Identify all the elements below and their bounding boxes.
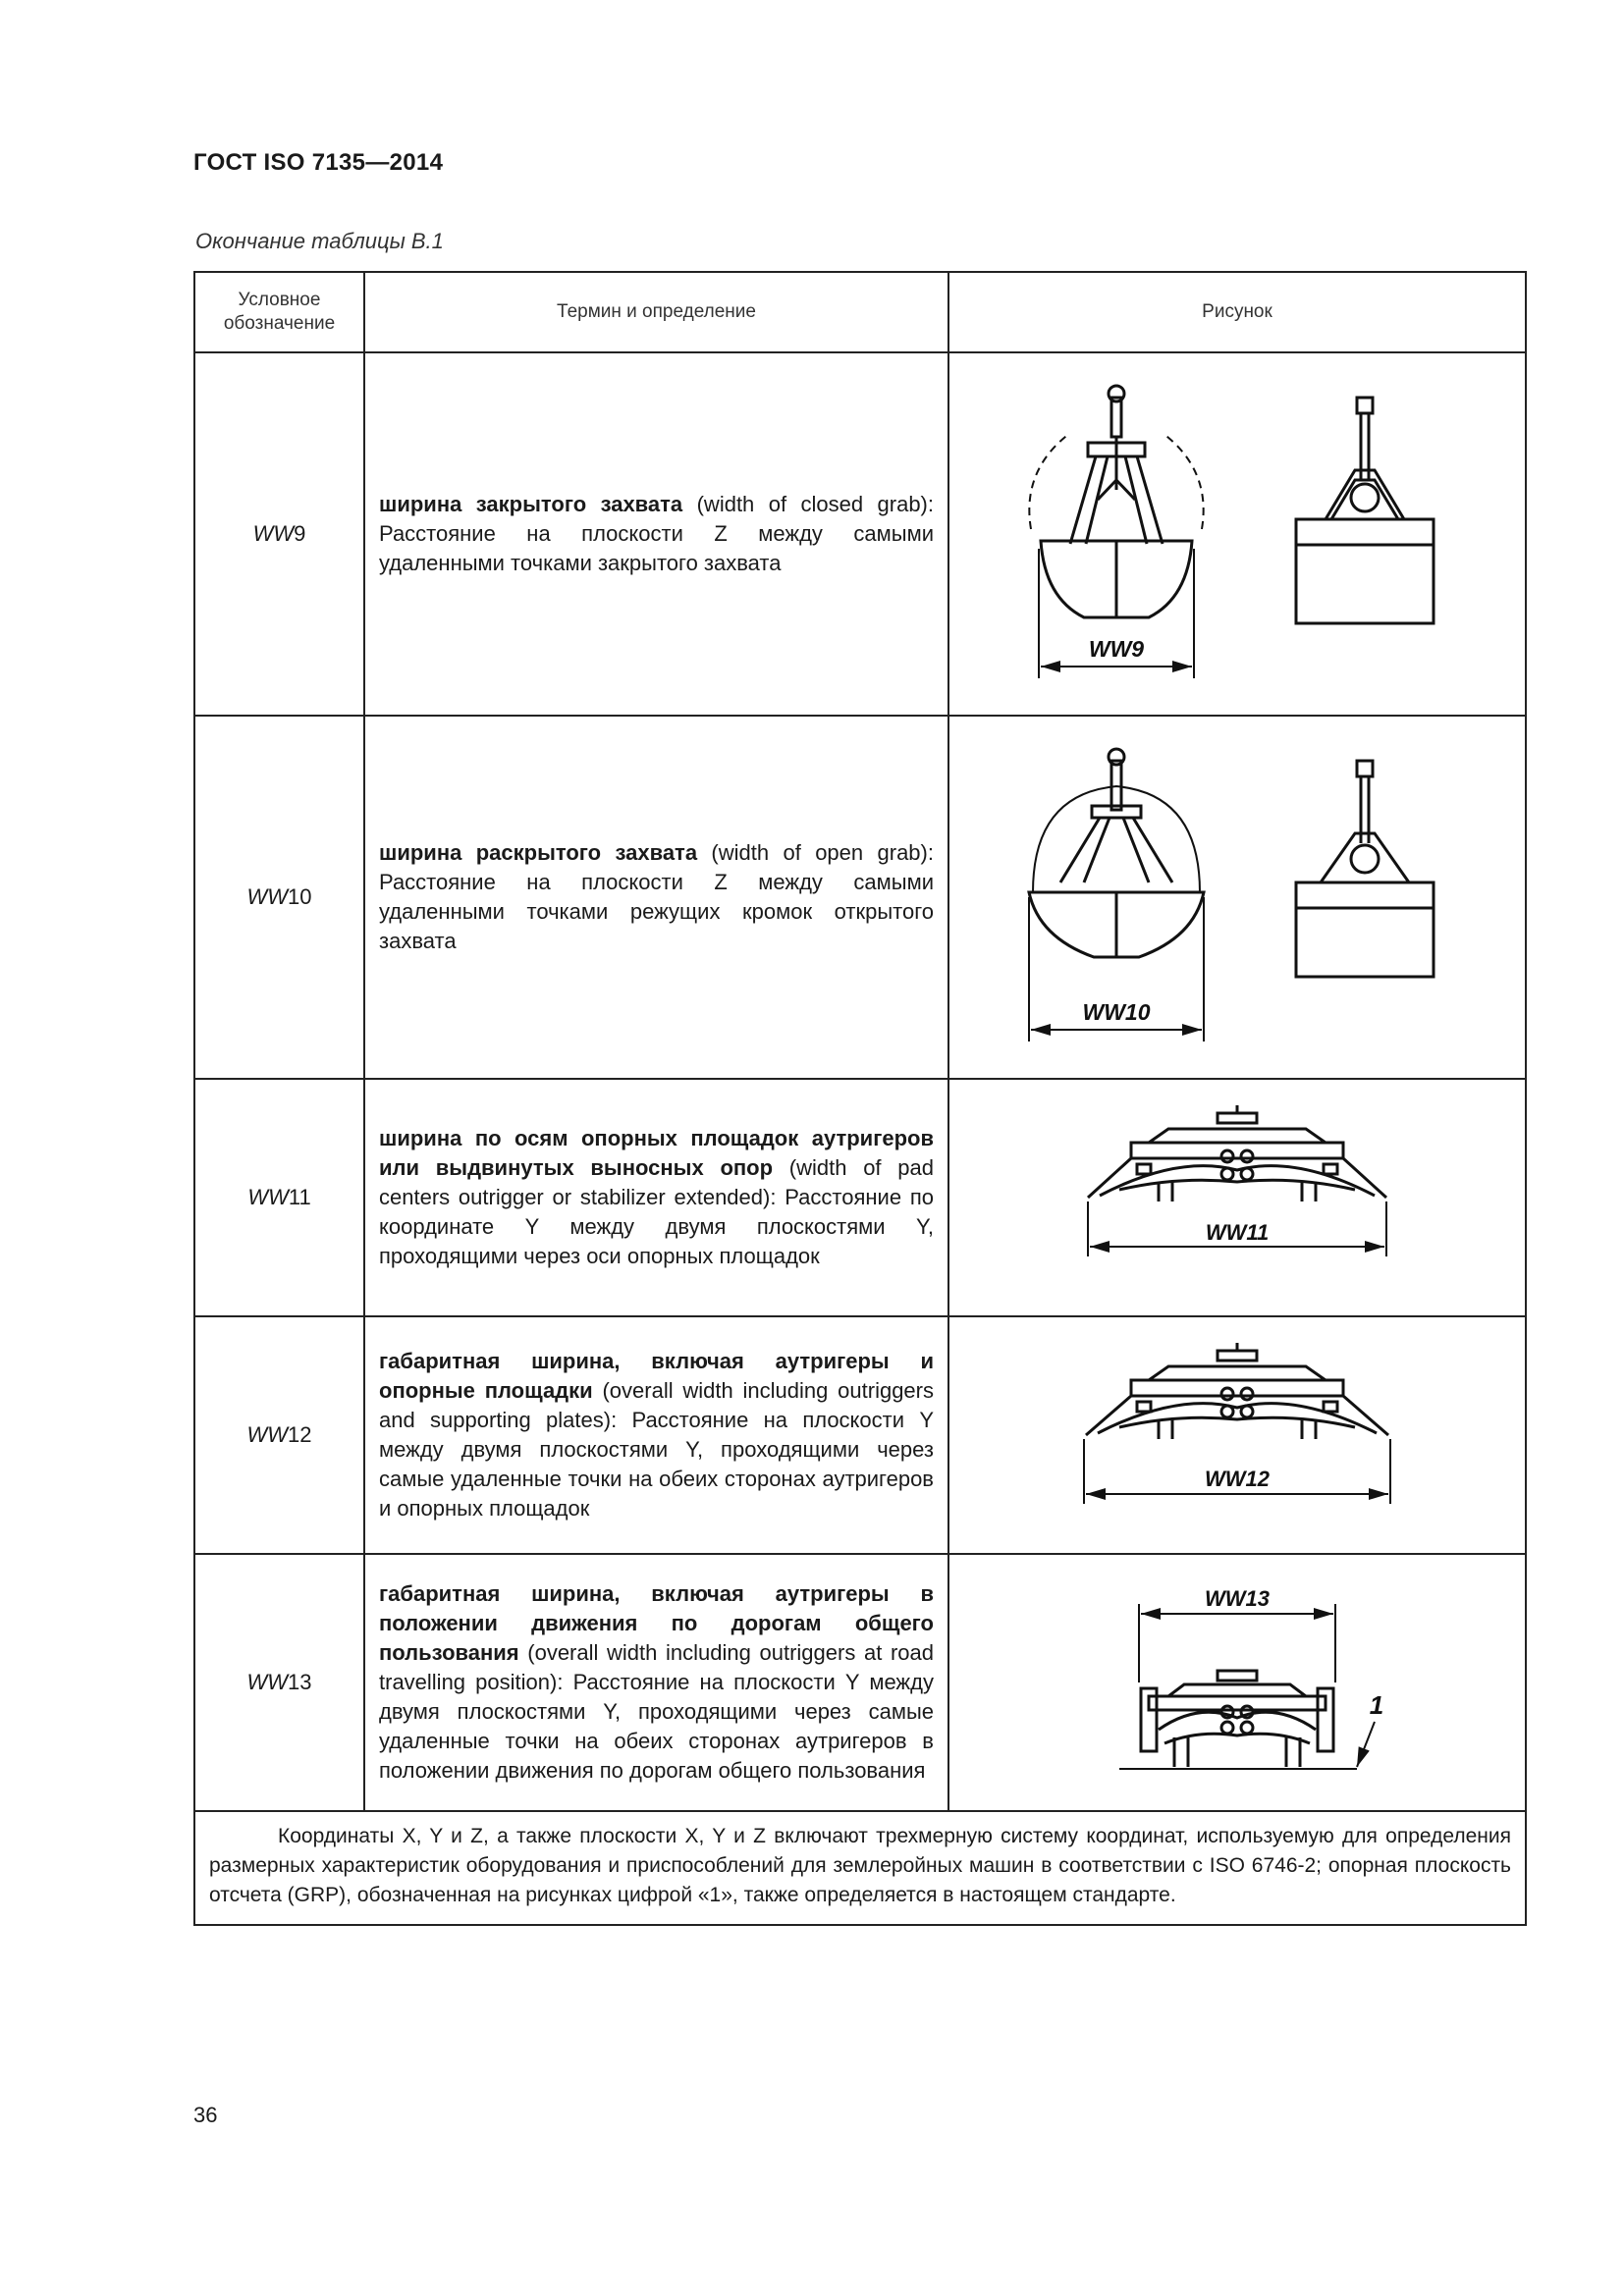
table-header-row: [194, 272, 1526, 352]
figure-cell: [948, 716, 1526, 1079]
term-name: габаритная ширина, включая аутригеры в положении движения по дорогам общего пользования: [379, 1581, 934, 1665]
symbol-cell: WW12: [194, 1316, 364, 1554]
term-name: габаритная ширина, включая аутригеры и опорные площадки: [379, 1349, 934, 1403]
term-definition: (width of closed grab): Расстояние на плоскости Z между самыми удаленными точками закрытого захвата: [379, 492, 934, 575]
figure-cell: [948, 1554, 1526, 1811]
symbol-cell: WW11: [194, 1079, 364, 1316]
figure-dimension-label: WW11: [1205, 1220, 1270, 1245]
outrigger-overall-diagram: [1080, 1337, 1394, 1533]
reference-plane-marker: 1: [1369, 1690, 1384, 1720]
table-row: [194, 716, 1526, 1079]
figure-dimension-label: WW12: [1205, 1467, 1270, 1491]
term-name: ширина закрытого захвата: [379, 492, 683, 516]
symbol-cell: WW9: [194, 352, 364, 716]
term-name: ширина по осям опорных площадок аутригеров или выдвинутых выносных опор: [379, 1126, 934, 1180]
term-cell: [364, 1316, 948, 1554]
header-term: Термин и определение: [364, 272, 948, 352]
footnote-row: [194, 1811, 1526, 1925]
figure-cell: [948, 352, 1526, 716]
term-cell: [364, 352, 948, 716]
term-cell: [364, 1079, 948, 1316]
figure-dimension-label: WW9: [1088, 636, 1145, 662]
figure-cell: [948, 1316, 1526, 1554]
definitions-table: [193, 271, 1527, 1926]
term-cell: [364, 1554, 948, 1811]
term-definition: (width of pad centers outrigger or stabilizer extended): Расстояние по координате Y между двумя плоскостями Y, проходящими через оси опорных площадок: [379, 1155, 934, 1268]
table-row: [194, 1079, 1526, 1316]
header-figure: Рисунок: [948, 272, 1526, 352]
figure-dimension-label: WW10: [1082, 999, 1151, 1025]
outrigger-centers-diagram: [1080, 1099, 1394, 1296]
term-cell: [364, 716, 948, 1079]
figure-cell: [948, 1079, 1526, 1316]
figure-dimension-label: WW13: [1205, 1586, 1270, 1611]
table-caption: Окончание таблицы В.1: [195, 229, 444, 253]
table-row: [194, 1316, 1526, 1554]
document-title: ГОСТ ISO 7135—2014: [193, 149, 444, 176]
term-definition: (overall width including outriggers at road travelling position): Расстояние на плоскости Y между двумя плоскостями Y, проходящими через самые удаленные точки на обеих сторонах аутригеров в положении движения по дорогам общего пользования: [379, 1640, 934, 1783]
header-symbol: Условное обозначение: [194, 272, 364, 352]
symbol-cell: WW10: [194, 716, 364, 1079]
open-grab-diagram: [1001, 735, 1473, 1059]
table-row: [194, 1554, 1526, 1811]
table-row: [194, 352, 1526, 716]
closed-grab-diagram: [1001, 372, 1473, 696]
symbol-cell: WW13: [194, 1554, 364, 1811]
footnote-text: Координаты X, Y и Z, а также плоскости X, Y и Z включают трехмерную систему координат, используемую для определения размерных характеристик оборудования и приспособлений для землеройных машин в соответствии с ISO 6746-2; опорная плоскость отсчета (GRP), обозначенная на рисунках цифрой «1», также определяется в настоящем стандарте.: [209, 1825, 1511, 1906]
term-definition: (overall width including outriggers and supporting plates): Расстояние на плоскости Y между двумя плоскостями Y, проходящими через самые удаленные точки на обеих сторонах аутригеров и опорных площадок: [379, 1378, 934, 1521]
outrigger-travel-diagram: [1080, 1575, 1394, 1790]
table-footnote: [194, 1811, 1526, 1925]
term-name: ширина раскрытого захвата: [379, 840, 698, 865]
page-number: 36: [193, 2103, 218, 2127]
term-definition: (width of open grab): Расстояние на плоскости Z между самыми удаленными точками режущих кромок открытого захвата: [379, 840, 934, 953]
